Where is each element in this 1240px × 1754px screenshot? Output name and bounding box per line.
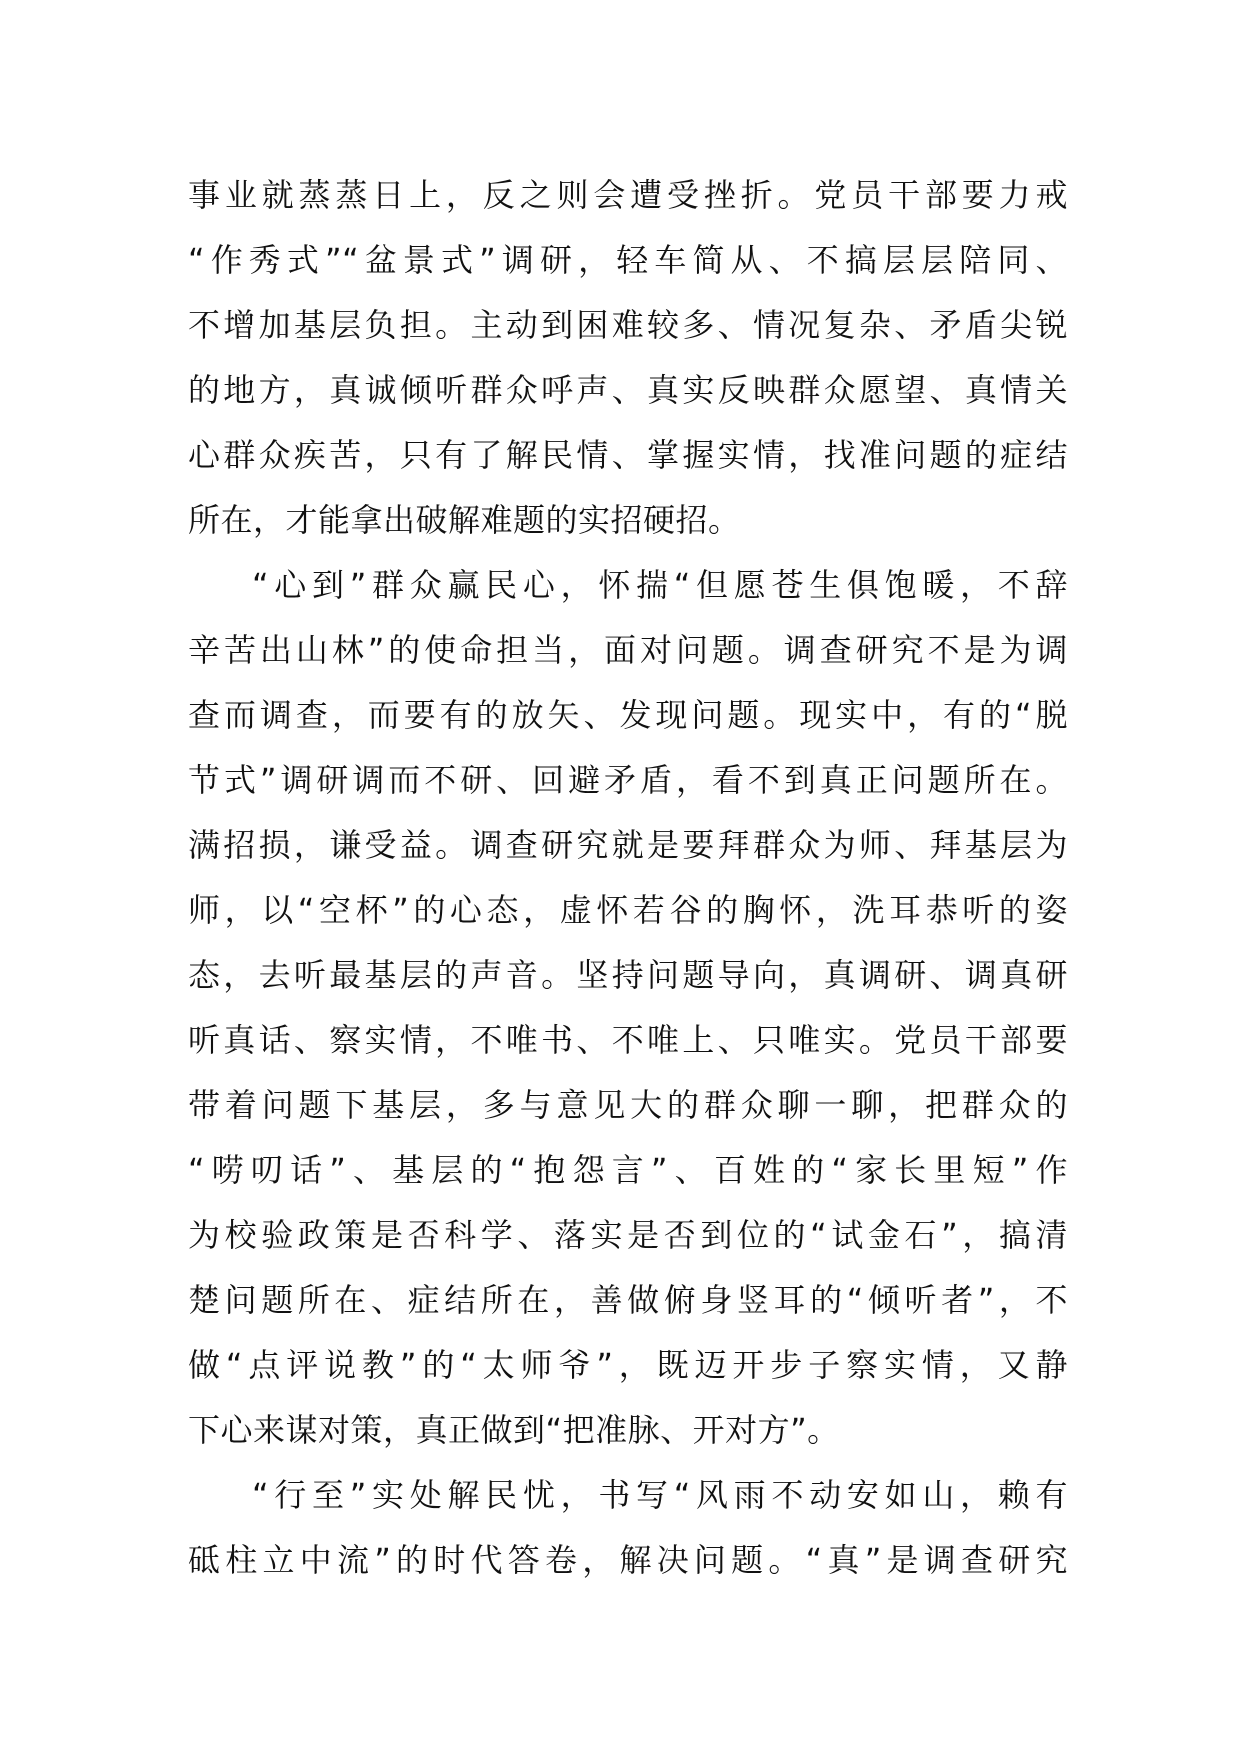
- text-line: 满招损，谦受益。调查研究就是要拜群众为师、拜基层为: [188, 826, 1068, 864]
- text-line: 楚问题所在、症结所在，善做俯身竖耳的“倾听者”，不: [188, 1281, 1068, 1319]
- text-line: 砥柱立中流”的时代答卷，解决问题。“真”是调查研究: [188, 1541, 1068, 1579]
- text-line: 事业就蒸蒸日上，反之则会遭受挫折。党员干部要力戒: [188, 176, 1068, 214]
- text-line: 不增加基层负担。主动到困难较多、情况复杂、矛盾尖锐: [188, 306, 1068, 344]
- body-text: [188, 163, 1068, 1593]
- text-line: 师，以“空杯”的心态，虚怀若谷的胸怀，洗耳恭听的姿: [188, 891, 1068, 929]
- paragraph-start-line: “心到”群众赢民心，怀揣“但愿苍生俱饱暖，不辞: [252, 566, 1068, 604]
- text-line: 听真话、察实情，不唯书、不唯上、只唯实。党员干部要: [188, 1021, 1068, 1059]
- text-line: 查而调查，而要有的放矢、发现问题。现实中，有的“脱: [188, 696, 1068, 734]
- text-line: 心群众疾苦，只有了解民情、掌握实情，找准问题的症结: [188, 436, 1068, 474]
- text-line: 态，去听最基层的声音。坚持问题导向，真调研、调真研: [188, 956, 1068, 994]
- text-line: 下心来谋对策，真正做到“把准脉、开对方”。: [188, 1411, 840, 1449]
- text-line: 所在，才能拿出破解难题的实招硬招。: [188, 501, 741, 539]
- text-line: “唠叨话”、基层的“抱怨言”、百姓的“家长里短”作: [188, 1151, 1068, 1189]
- text-line: 做“点评说教”的“太师爷”，既迈开步子察实情，又静: [188, 1346, 1068, 1384]
- paragraph-start-line: “行至”实处解民忧，书写“风雨不动安如山，赖有: [252, 1476, 1068, 1514]
- text-line: 为校验政策是否科学、落实是否到位的“试金石”，搞清: [188, 1216, 1068, 1254]
- text-line: 辛苦出山林”的使命担当，面对问题。调查研究不是为调: [188, 631, 1068, 669]
- text-line: 带着问题下基层，多与意见大的群众聊一聊，把群众的: [188, 1086, 1068, 1124]
- text-line: “作秀式”“盆景式”调研，轻车简从、不搞层层陪同、: [188, 241, 1068, 279]
- text-line: 节式”调研调而不研、回避矛盾，看不到真正问题所在。: [188, 761, 1068, 799]
- text-line: 的地方，真诚倾听群众呼声、真实反映群众愿望、真情关: [188, 371, 1068, 409]
